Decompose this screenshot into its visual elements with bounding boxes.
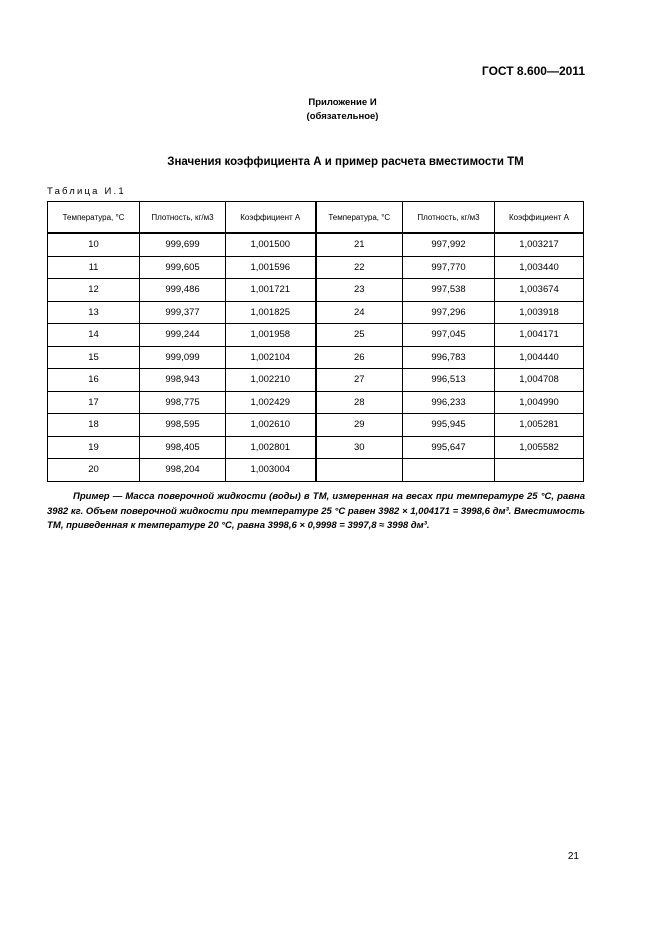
table-cell: 996,783 (403, 346, 495, 369)
table-cell: 22 (316, 256, 403, 279)
appendix-status: (обязательное) (306, 111, 379, 122)
table-cell: 999,244 (140, 324, 226, 347)
table-cell: 14 (48, 324, 140, 347)
column-header: Плотность, кг/м3 (140, 202, 226, 234)
table-row (48, 301, 584, 324)
table-row (48, 256, 584, 279)
table-cell: 1,005281 (495, 414, 584, 437)
coefficient-table (47, 201, 584, 482)
example-paragraph (47, 490, 585, 534)
table-row (48, 233, 584, 256)
table-cell: 1,004708 (495, 369, 584, 392)
table-cell: 995,945 (403, 414, 495, 437)
example-text: Пример — Масса поверочной жидкости (воды) в ТМ, измеренная на весах при температуре 25 °С, равна 3982 кг. Объем поверочной жидкости при температуре 25 °С равен 3982 × 1,004171 = 3998,6 дм³. Вместимость ТМ, приведенная к температуре 20 °С, равна 3998,6 × 0,9998 = 3997,8 ≈ 3998 дм³. (47, 491, 585, 531)
table-cell: 28 (316, 391, 403, 414)
table-header-row (48, 202, 584, 234)
table-row (48, 436, 584, 459)
table-cell: 997,992 (403, 233, 495, 256)
appendix-title: Приложение И (308, 97, 377, 108)
table-cell: 1,002210 (226, 369, 316, 392)
table-row (48, 369, 584, 392)
table-cell: 1,001500 (226, 233, 316, 256)
table-cell: 16 (48, 369, 140, 392)
table-cell: 1,003674 (495, 279, 584, 302)
table-cell: 1,002104 (226, 346, 316, 369)
appendix-heading (0, 96, 661, 124)
table-cell: 1,003918 (495, 301, 584, 324)
table-cell: 17 (48, 391, 140, 414)
table-cell: 15 (48, 346, 140, 369)
table-cell: 30 (316, 436, 403, 459)
table-body (48, 233, 584, 481)
table-cell: 20 (48, 459, 140, 482)
table-cell: 999,486 (140, 279, 226, 302)
table-cell: 1,001596 (226, 256, 316, 279)
table-cell: 999,605 (140, 256, 226, 279)
table-cell: 1,003440 (495, 256, 584, 279)
table-cell: 12 (48, 279, 140, 302)
table-cell: 997,770 (403, 256, 495, 279)
table-row (48, 346, 584, 369)
table-cell: 999,699 (140, 233, 226, 256)
table-cell: 997,538 (403, 279, 495, 302)
table-cell: 11 (48, 256, 140, 279)
table-cell: 999,377 (140, 301, 226, 324)
column-header: Температура, °С (316, 202, 403, 234)
table-cell: 19 (48, 436, 140, 459)
table-cell: 1,001825 (226, 301, 316, 324)
table-cell: 996,513 (403, 369, 495, 392)
table-cell: 26 (316, 346, 403, 369)
table-row (48, 414, 584, 437)
table-cell: 21 (316, 233, 403, 256)
table-cell: 1,004990 (495, 391, 584, 414)
table-cell: 999,099 (140, 346, 226, 369)
table-cell (403, 459, 495, 482)
table-cell: 23 (316, 279, 403, 302)
table-row (48, 324, 584, 347)
table-cell: 18 (48, 414, 140, 437)
table-cell: 29 (316, 414, 403, 437)
table-cell: 998,595 (140, 414, 226, 437)
table-cell: 1,002429 (226, 391, 316, 414)
table-label: Таблица И.1 (47, 186, 126, 197)
table-cell: 1,005582 (495, 436, 584, 459)
table-cell: 25 (316, 324, 403, 347)
table-cell: 998,405 (140, 436, 226, 459)
table-cell: 10 (48, 233, 140, 256)
column-header: Температура, °С (48, 202, 140, 234)
table-row (48, 459, 584, 482)
table-cell: 27 (316, 369, 403, 392)
table-row (48, 279, 584, 302)
page-number: 21 (567, 851, 579, 862)
table-cell: 996,233 (403, 391, 495, 414)
column-header: Плотность, кг/м3 (403, 202, 495, 234)
table-cell: 1,004440 (495, 346, 584, 369)
table-cell: 998,204 (140, 459, 226, 482)
table-cell: 998,775 (140, 391, 226, 414)
table-cell (495, 459, 584, 482)
table-cell: 1,003004 (226, 459, 316, 482)
column-header: Коэффициент A (226, 202, 316, 234)
table-cell: 1,001958 (226, 324, 316, 347)
table-cell: 13 (48, 301, 140, 324)
table-cell: 1,002801 (226, 436, 316, 459)
table-cell: 1,004171 (495, 324, 584, 347)
table-row (48, 391, 584, 414)
table-cell: 24 (316, 301, 403, 324)
table-cell (316, 459, 403, 482)
column-header: Коэффициент A (495, 202, 584, 234)
table-cell: 1,003217 (495, 233, 584, 256)
table-cell: 997,045 (403, 324, 495, 347)
table-cell: 995,647 (403, 436, 495, 459)
table-cell: 998,943 (140, 369, 226, 392)
table-cell: 1,001721 (226, 279, 316, 302)
section-title: Значения коэффициента А и пример расчета вместимости ТМ (167, 156, 524, 168)
table-cell: 1,002610 (226, 414, 316, 437)
table-cell: 997,296 (403, 301, 495, 324)
document-code: ГОСТ 8.600—2011 (481, 64, 585, 78)
